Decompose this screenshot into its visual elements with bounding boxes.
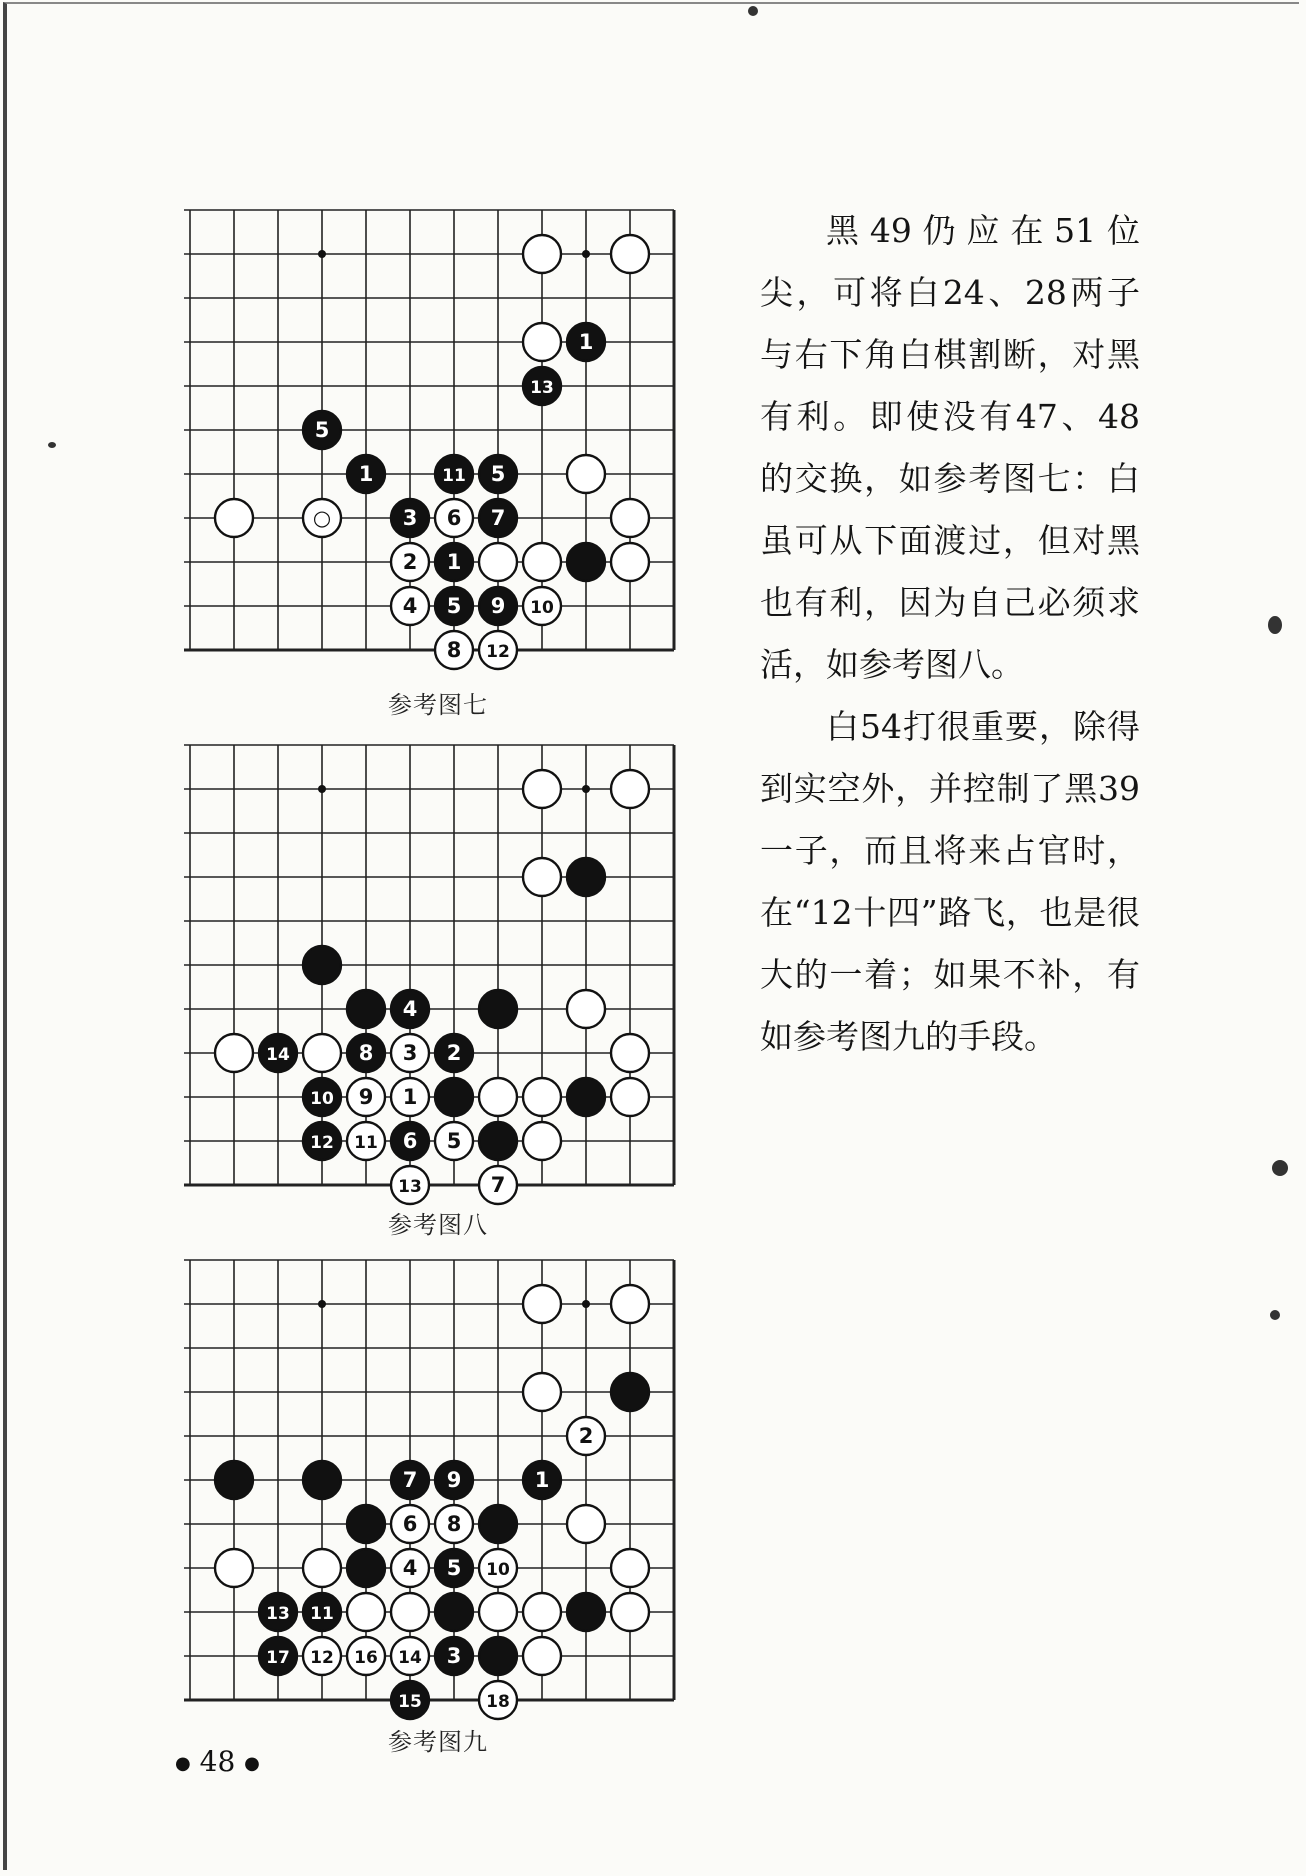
- black-stone: [303, 1461, 341, 1499]
- white-stone: [215, 499, 253, 537]
- grid-lines: [184, 745, 674, 1185]
- move-number: 18: [486, 1692, 510, 1712]
- move-number: 3: [402, 1041, 418, 1065]
- page-number: [175, 1745, 260, 1778]
- grid-lines: [184, 210, 674, 650]
- white-stone: [611, 1593, 649, 1631]
- move-number: 8: [446, 1512, 462, 1536]
- move-number: 13: [530, 378, 554, 398]
- star-point: [582, 785, 590, 793]
- move-number: 9: [358, 1085, 374, 1109]
- white-stone: [523, 235, 561, 273]
- move-number: 11: [354, 1133, 378, 1153]
- scan-speck: [1272, 1160, 1288, 1176]
- move-number: 10: [310, 1089, 334, 1109]
- star-point: [318, 1300, 326, 1308]
- white-stone: [611, 499, 649, 537]
- move-number: 7: [490, 1173, 506, 1197]
- move-number: 1: [358, 462, 374, 486]
- black-stone: [567, 858, 605, 896]
- go-diagram-fig8: [180, 740, 730, 1202]
- white-stone: [215, 1034, 253, 1072]
- move-number: 1: [446, 550, 462, 574]
- move-number: 6: [402, 1512, 418, 1536]
- white-stone: [523, 1122, 561, 1160]
- go-board: [180, 740, 730, 1202]
- white-stone: [523, 1078, 561, 1116]
- star-point: [582, 250, 590, 258]
- white-stone: [523, 323, 561, 361]
- move-number: 5: [314, 418, 330, 442]
- move-number: 11: [442, 466, 466, 486]
- black-stone: [567, 1078, 605, 1116]
- move-number: 4: [402, 997, 418, 1021]
- move-number: 5: [446, 1129, 462, 1153]
- black-stone: [479, 1637, 517, 1675]
- white-stone: [611, 1285, 649, 1323]
- white-stone: [611, 1078, 649, 1116]
- move-number: 1: [402, 1085, 418, 1109]
- black-stone: [347, 1505, 385, 1543]
- move-number: 3: [446, 1644, 462, 1668]
- move-number: 12: [310, 1648, 334, 1668]
- white-stone: [611, 1034, 649, 1072]
- move-number: ○: [312, 506, 332, 530]
- white-stone: [347, 1593, 385, 1631]
- move-number: 8: [358, 1041, 374, 1065]
- white-stone: [611, 235, 649, 273]
- move-number: 2: [446, 1041, 462, 1065]
- move-number: 16: [354, 1648, 378, 1668]
- move-number: 8: [446, 638, 462, 662]
- move-number: 12: [310, 1133, 334, 1153]
- scan-speck: [1268, 616, 1282, 634]
- white-stone: [611, 543, 649, 581]
- paragraph-2: 白54打很重要，除得到实空外，并控制了黑39一子，而且将来占官时，在“12十四”路飞，也是很大的一着；如果不补，有如参考图九的手段。: [760, 707, 1140, 1056]
- paragraph-1: 黑49仍应在51位尖，可将白24、28两子与右下角白棋割断，对黑有利。即使没有47、48的交换，如参考图七：白虽可从下面渡过，但对黑也有利，因为自己必须求活，如参考图八。: [760, 211, 1140, 684]
- figure-caption-fig8: 参考图八: [388, 1211, 488, 1239]
- bullet-icon: ●: [244, 1753, 260, 1774]
- move-number: 4: [402, 1556, 418, 1580]
- white-stone: [567, 455, 605, 493]
- move-number: 13: [398, 1177, 422, 1197]
- black-stone: [347, 1549, 385, 1587]
- white-stone: [523, 858, 561, 896]
- white-stone: [611, 1549, 649, 1587]
- star-point: [318, 785, 326, 793]
- move-number: 11: [310, 1604, 334, 1624]
- move-number: 9: [446, 1468, 462, 1492]
- white-stone: [523, 1593, 561, 1631]
- go-board: [180, 1255, 730, 1717]
- move-number: 17: [266, 1648, 290, 1668]
- black-stone: [479, 1122, 517, 1160]
- figure-caption-fig7: 参考图七: [388, 691, 488, 719]
- white-stone: [523, 770, 561, 808]
- white-stone: [303, 1549, 341, 1587]
- move-number: 10: [486, 1560, 510, 1580]
- move-number: 13: [266, 1604, 290, 1624]
- white-stone: [523, 1637, 561, 1675]
- move-number: 6: [446, 506, 462, 530]
- move-number: 2: [578, 1424, 594, 1448]
- move-number: 6: [402, 1129, 418, 1153]
- white-stone: [479, 543, 517, 581]
- white-stone: [523, 543, 561, 581]
- black-stone: [215, 1461, 253, 1499]
- bullet-icon: ●: [175, 1753, 191, 1774]
- move-number: 5: [446, 1556, 462, 1580]
- go-diagram-fig7: [180, 205, 730, 667]
- black-stone: [479, 990, 517, 1028]
- white-stone: [391, 1593, 429, 1631]
- black-stone: [611, 1373, 649, 1411]
- move-number: 14: [266, 1045, 290, 1065]
- move-number: 4: [402, 594, 418, 618]
- move-number: 15: [398, 1692, 422, 1712]
- star-point: [582, 1300, 590, 1308]
- move-number: 7: [402, 1468, 418, 1492]
- white-stone: [567, 1505, 605, 1543]
- white-stone: [215, 1549, 253, 1587]
- scan-speck: [48, 442, 56, 448]
- commentary: [760, 200, 1140, 1068]
- white-stone: [523, 1285, 561, 1323]
- white-stone: [479, 1593, 517, 1631]
- move-number: 7: [490, 506, 506, 530]
- black-stone: [567, 1593, 605, 1631]
- scan-speck: [748, 6, 758, 16]
- move-number: 9: [490, 594, 506, 618]
- black-stone: [479, 1505, 517, 1543]
- move-number: 5: [446, 594, 462, 618]
- move-number: 3: [402, 506, 418, 530]
- figure-caption-fig9: 参考图九: [388, 1728, 488, 1756]
- move-number: 10: [530, 598, 554, 618]
- black-stone: [347, 990, 385, 1028]
- black-stone: [303, 946, 341, 984]
- white-stone: [523, 1373, 561, 1411]
- black-stone: [567, 543, 605, 581]
- white-stone: [567, 990, 605, 1028]
- scan-speck: [1270, 1310, 1280, 1320]
- white-stone: [303, 1034, 341, 1072]
- move-number: 5: [490, 462, 506, 486]
- white-stone: [611, 770, 649, 808]
- move-number: 1: [534, 1468, 550, 1492]
- go-diagram-fig9: [180, 1255, 730, 1717]
- move-number: 2: [402, 550, 418, 574]
- black-stone: [435, 1078, 473, 1116]
- black-stone: [435, 1593, 473, 1631]
- white-stone: [479, 1078, 517, 1116]
- move-number: 12: [486, 642, 510, 662]
- move-number: 14: [398, 1648, 422, 1668]
- move-number: 1: [578, 330, 594, 354]
- go-board: [180, 205, 730, 667]
- page-number-value: 48: [199, 1745, 236, 1778]
- star-point: [318, 250, 326, 258]
